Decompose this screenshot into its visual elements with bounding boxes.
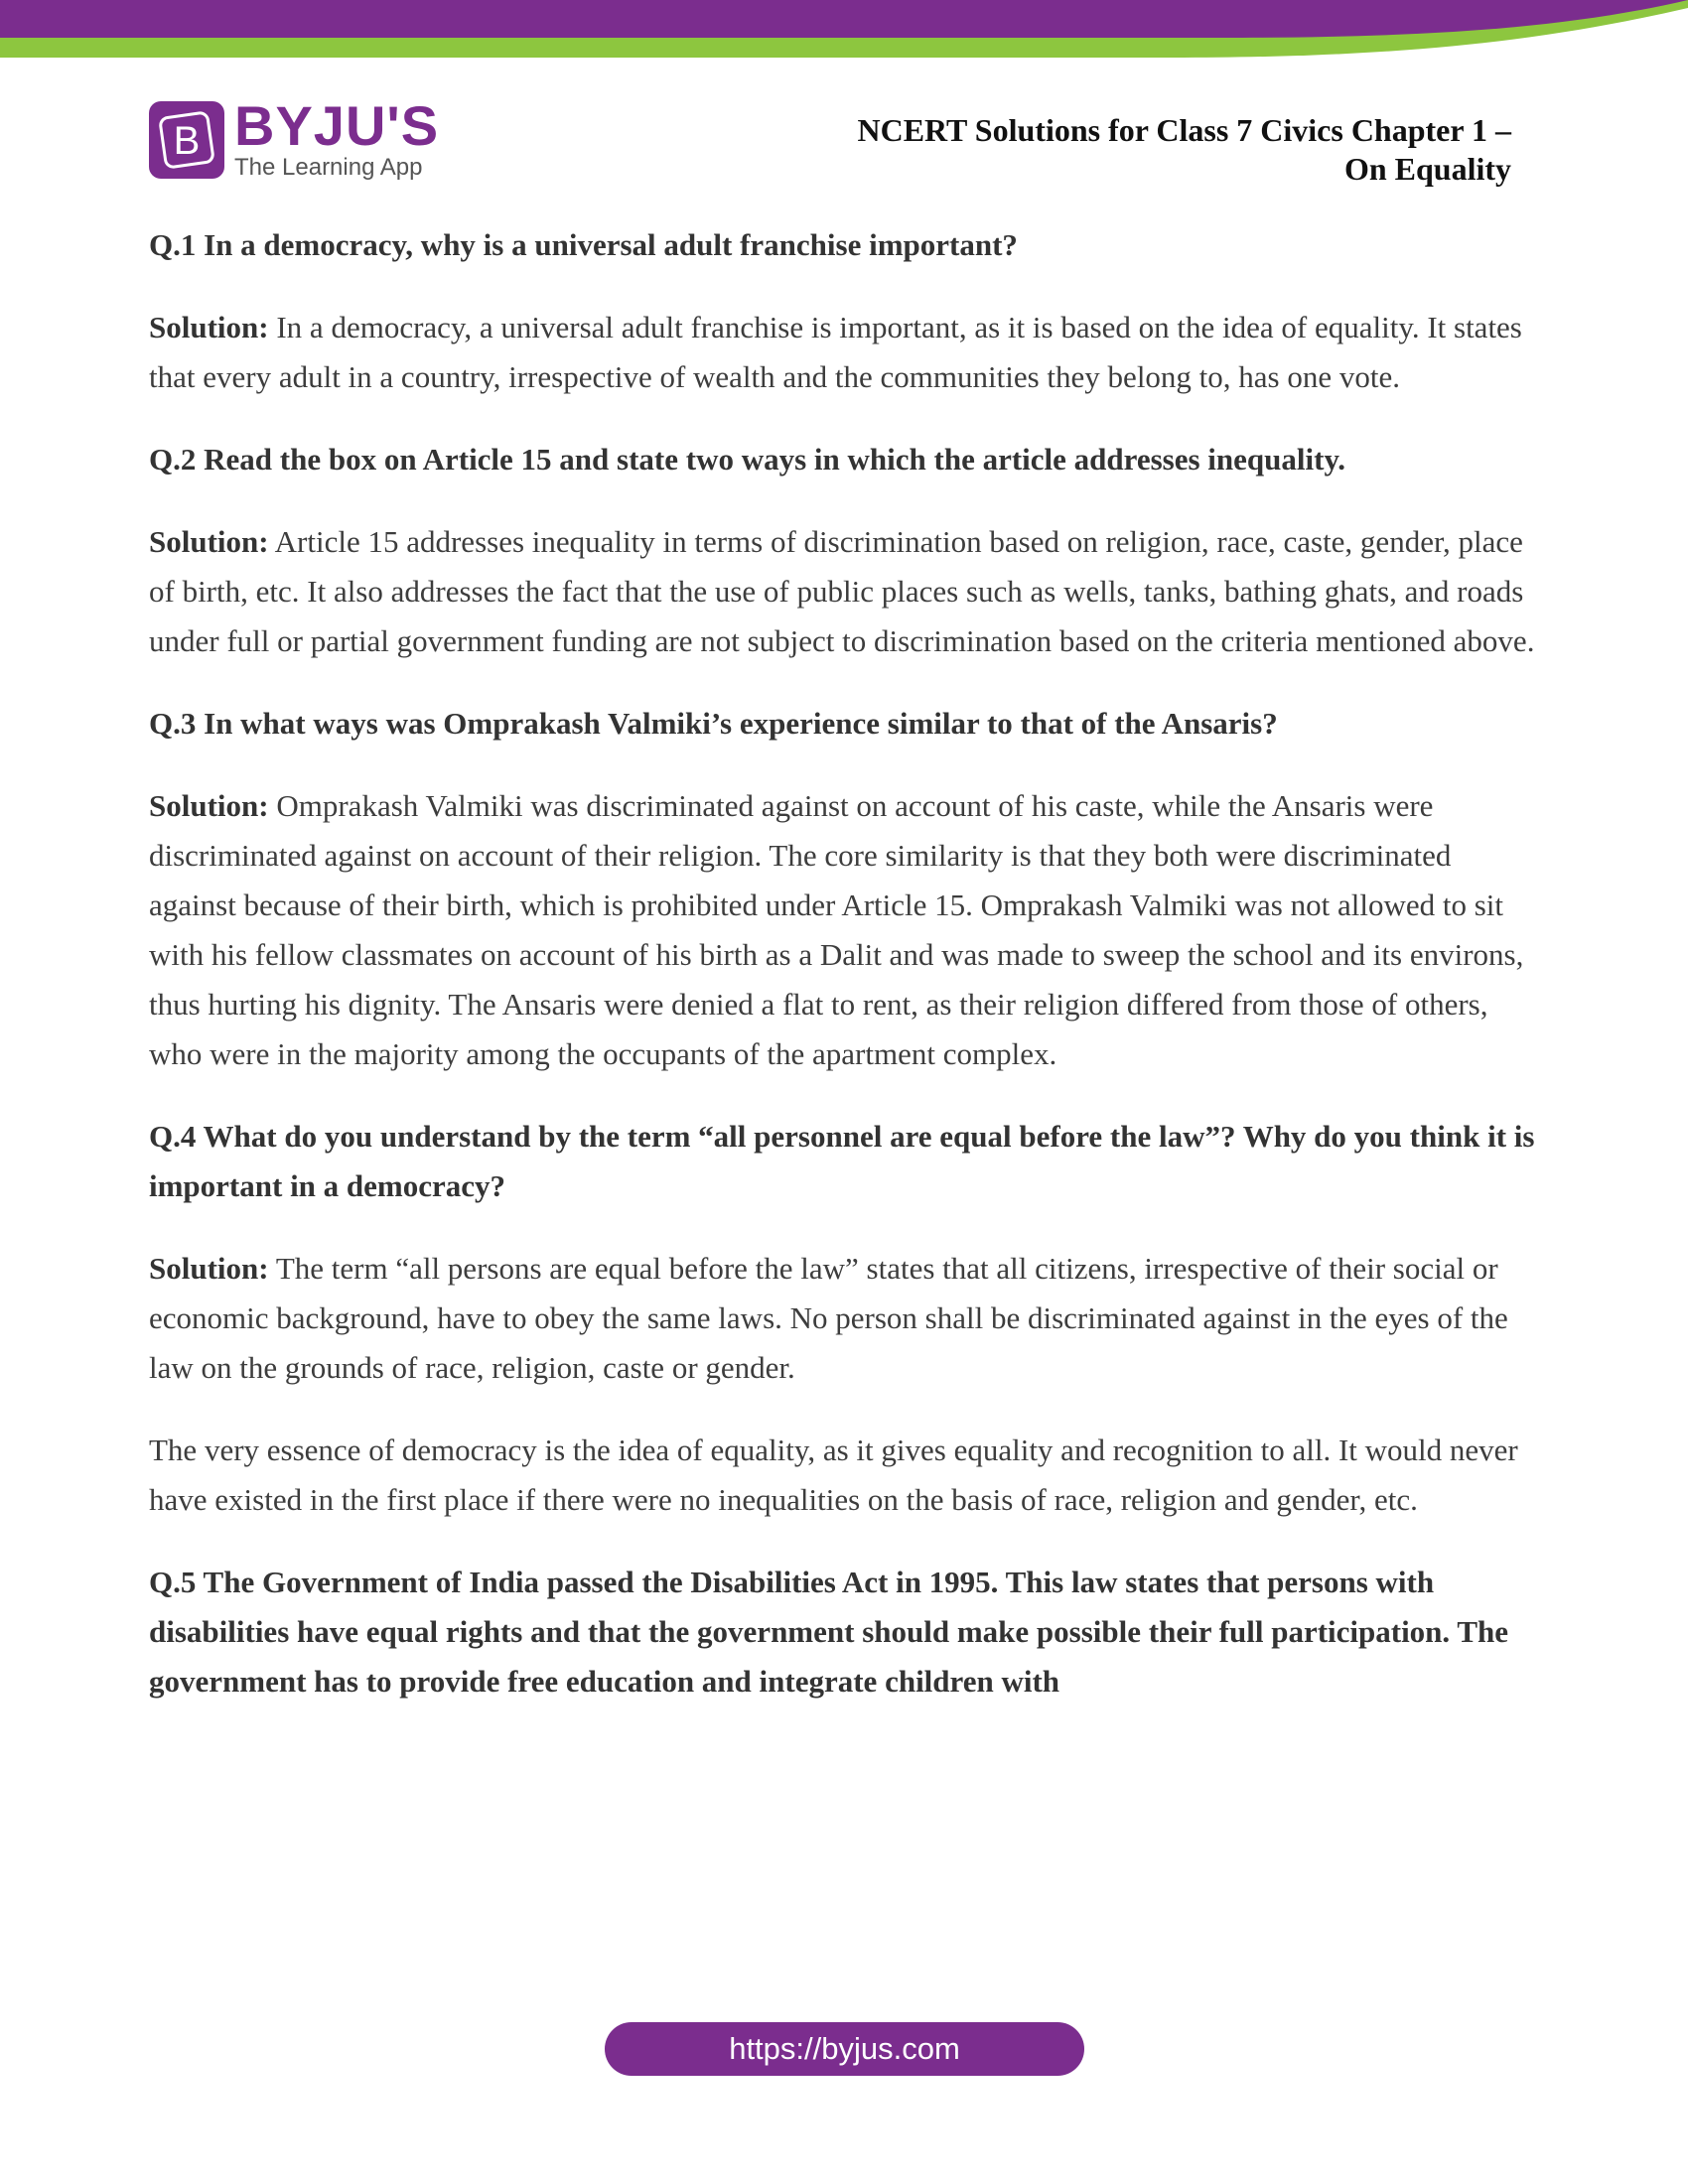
logo-text	[234, 94, 440, 181]
answer-text: Omprakash Valmiki was discriminated against on account of his caste, while the Ansaris were discriminated against on account of their religion. The core similarity is that they both were discriminated against because of their birth, which is prohibited under Article 15. Omprakash Valmiki was not allowed to sit with his fellow classmates on account of his birth as a Dalit and was made to sweep the school and its environs, thus hurting his dignity. The Ansaris were denied a flat to rent, as their religion differed from those of others, who were in the majority among the occupants of the apartment complex.	[149, 788, 1524, 1071]
brand-tagline: The Learning App	[234, 154, 423, 181]
solution-label: Solution:	[149, 524, 269, 559]
answer-text: In a democracy, a universal adult franchise is important, as it is based on the idea of equality. It states that every adult in a country, irrespective of wealth and the communities they belong to, has one vote.	[149, 310, 1522, 394]
solution-label: Solution:	[149, 310, 269, 344]
footer-url-text[interactable]: https://byjus.com	[729, 2031, 960, 2066]
question-2: Q.2 Read the box on Article 15 and state two ways in which the article addresses inequality.	[149, 442, 1345, 477]
b-letter-icon	[157, 109, 216, 171]
document-body	[149, 220, 1539, 1739]
answer-4-paragraph-2: The very essence of democracy is the idea of equality, as it gives equality and recognition to all. It would never have existed in the first place if there were no inequalities on the basis of race, religion and gender, etc.	[149, 1433, 1518, 1517]
question-4: Q.4 What do you understand by the term “all personnel are equal before the law”? Why do you think it is important in a democracy?	[149, 1119, 1535, 1203]
solution-label: Solution:	[149, 788, 269, 823]
question-1: Q.1 In a democracy, why is a universal adult franchise important?	[149, 227, 1018, 262]
question-3: Q.3 In what ways was Omprakash Valmiki’s experience similar to that of the Ansaris?	[149, 706, 1278, 741]
logo-letter: B	[173, 119, 201, 163]
answer-text: Article 15 addresses inequality in terms of discrimination based on religion, race, caste, gender, place of birth, etc. It also addresses the fact that the use of public places such as wells, tanks, bathing ghats, and roads under full or partial government funding are not subject to discrimination based on the criteria mentioned above.	[149, 524, 1535, 658]
answer-text: The term “all persons are equal before the law” states that all citizens, irrespective of their social or economic background, have to obey the same laws. No person shall be discriminated against in the eyes of the law on the grounds of race, religion, caste or gender.	[149, 1251, 1508, 1385]
brand-name: BYJU'S	[234, 94, 440, 157]
answer-2	[149, 517, 1539, 666]
byjus-logo-mark	[149, 101, 224, 179]
solution-label: Solution:	[149, 1251, 269, 1286]
answer-3	[149, 781, 1539, 1079]
answer-1	[149, 303, 1539, 402]
question-5: Q.5 The Government of India passed the Disabilities Act in 1995. This law states that persons with disabilities have equal rights and that the government should make possible their full participation. The government has to provide free education and integrate children with	[149, 1565, 1509, 1699]
footer-url-link[interactable]	[605, 2022, 1084, 2076]
document-title-line-2: On Equality	[1343, 151, 1511, 187]
page-header	[0, 0, 1688, 199]
answer-4	[149, 1244, 1539, 1393]
document-title	[857, 111, 1511, 189]
document-title-line-1: NCERT Solutions for Class 7 Civics Chapter 1 –	[857, 112, 1511, 148]
byjus-logo	[149, 94, 440, 181]
